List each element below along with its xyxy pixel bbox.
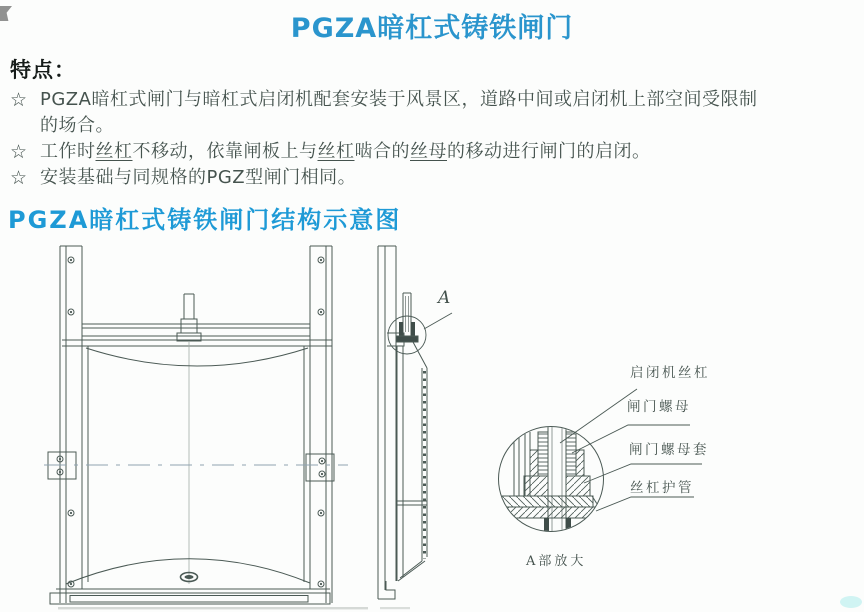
detail-marker-label: A: [438, 288, 451, 308]
label-gate-nut: 闸门螺母: [627, 399, 691, 415]
scan-artifact-bottom-right: [840, 596, 862, 608]
page-title: PGZA暗杠式铸铁闸门: [290, 13, 574, 44]
star-bullet: ☆: [10, 89, 28, 111]
feature-item: [10, 139, 862, 165]
technical-drawing-svg: [0, 232, 864, 612]
label-hoist-screw-rod: 启闭机丝杠: [630, 365, 710, 381]
star-bullet: ☆: [10, 141, 28, 163]
features-heading: 特点：: [10, 58, 76, 82]
feature-item: [10, 165, 862, 191]
bolt-holes: [57, 257, 325, 587]
feature-item: [10, 87, 862, 139]
detail-caption: A部放大: [526, 554, 587, 569]
feature-list: [10, 87, 862, 191]
features-section: [10, 54, 864, 191]
diagram-title: PGZA暗杠式铸铁闸门结构示意图: [8, 206, 402, 234]
front-view: [44, 246, 368, 609]
feature-text: 工作时丝杠不移动，依靠闸板上与丝杠啮合的丝母的移动进行闸门的启闭。: [40, 141, 651, 162]
feature-text: 安装基础与同规格的PGZ型闸门相同。: [40, 167, 357, 188]
structure-diagram: [0, 232, 864, 612]
feature-text: PGZA暗杠式闸门与暗杠式启闭机配套安装于风景区，道路中间或启闭机上部空间受限制 的场合。: [40, 89, 758, 136]
star-bullet: ☆: [10, 167, 28, 189]
label-screw-protective-tube: 丝杠护管: [630, 480, 694, 496]
label-gate-nut-sleeve: 闸门螺母套: [629, 442, 709, 458]
